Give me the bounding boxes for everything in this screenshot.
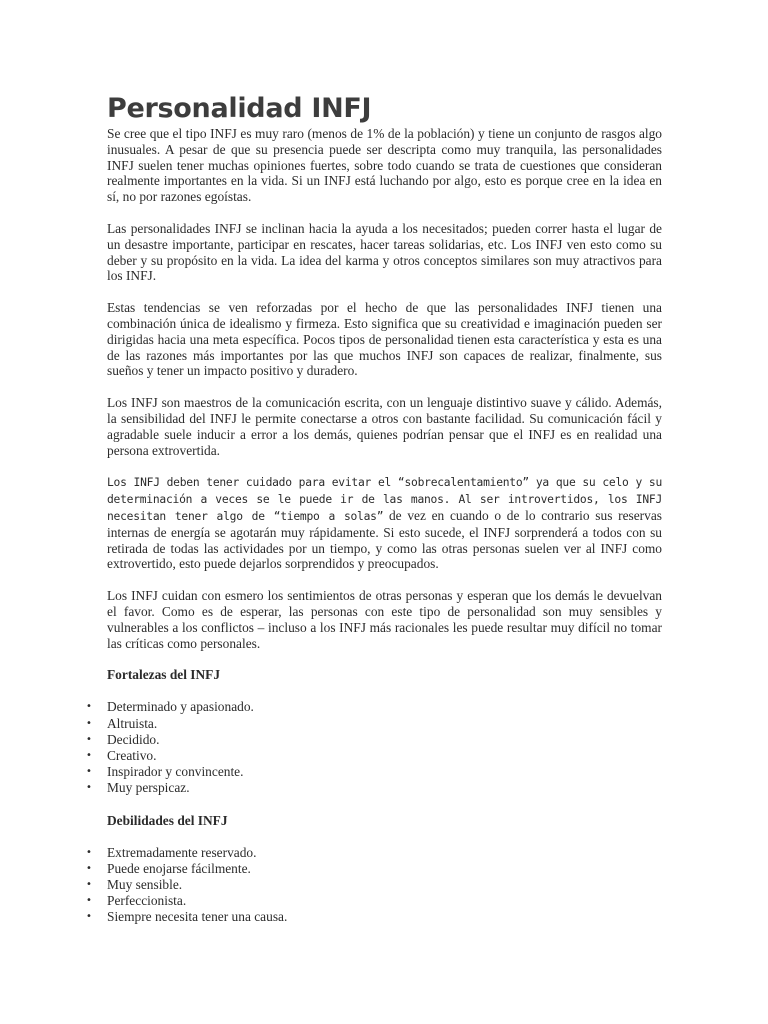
- bullet-icon: •: [86, 766, 92, 778]
- paragraph-overheating-rest: de vez en cuando o de lo contrario sus reservas internas de energía se agotarán muy rápidamente. Si esto sucede, el INFJ sorprenderá a todos con su retirada de todas las actividades por un tiempo, y como las otras personas suelen ver al INFJ como extrovertido, esto puede dejarlos sorprendidos y preocupados.: [107, 507, 662, 572]
- list-item-text: Perfeccionista.: [107, 893, 187, 909]
- bullet-icon: •: [86, 782, 92, 794]
- paragraph-overheating-lead: Los INFJ deben tener cuidado para evitar el “sobrecalentamiento” ya que su celo y su determinación a veces se le puede ir de las manos. Al ser introvertidos, los INFJ necesitan tener algo de “tiempo a solas”: [107, 476, 662, 523]
- list-item: [0, 764, 662, 780]
- page-title: Personalidad INFJ: [107, 93, 372, 124]
- bullet-icon: •: [86, 895, 92, 907]
- list-item: [0, 699, 662, 715]
- list-item-text: Muy perspicaz.: [107, 780, 190, 796]
- list-item: [0, 861, 662, 877]
- weaknesses-list: [0, 845, 662, 926]
- list-item-text: Puede enojarse fácilmente.: [107, 860, 251, 876]
- paragraph-feelings: Los INFJ cuidan con esmero los sentimientos de otras personas y esperan que los demás le devuelvan el favor. Como es de esperar, las personas con este tipo de personalidad son muy sensibles y vulnerables a los conflictos – incluso a los INFJ más racionales les puede resultar muy difícil no tomar las críticas como personales.: [107, 588, 662, 651]
- list-item: [0, 716, 662, 732]
- list-item: [0, 780, 662, 796]
- bullet-icon: •: [86, 717, 92, 729]
- paragraph-intro: Se cree que el tipo INFJ es muy raro (menos de 1% de la población) y tiene un conjunto de rasgos algo inusuales. A pesar de que su presencia puede ser descripta como muy tranquila, las personalidades INFJ suelen tener muchas opiniones fuertes, sobre todo cuando se trata de cuestiones que consideran realmente importantes en la vida. Si un INFJ está luchando por algo, esto es porque cree en la idea en sí, no por razones egoístas.: [107, 126, 662, 205]
- strengths-list: [0, 699, 662, 796]
- list-item: [0, 909, 662, 925]
- strengths-heading: Fortalezas del INFJ: [107, 667, 221, 683]
- bullet-icon: •: [86, 862, 92, 874]
- paragraph-communication: Los INFJ son maestros de la comunicación escrita, con un lenguaje distintivo suave y cálido. Además, la sensibilidad del INFJ le permite conectarse a otros con bastante facilidad. Su comunicación fácil y agradable suele inducir a error a los demás, quienes podrían pensar que el INFJ es en realidad una persona extrovertida.: [107, 395, 662, 458]
- list-item-text: Altruista.: [107, 715, 158, 731]
- list-item-text: Extremadamente reservado.: [107, 844, 257, 860]
- list-item-text: Decidido.: [107, 731, 160, 747]
- list-item-text: Inspirador y convincente.: [107, 764, 244, 780]
- bullet-icon: •: [86, 701, 92, 713]
- bullet-icon: •: [86, 749, 92, 761]
- list-item-text: Muy sensible.: [107, 876, 183, 892]
- paragraph-idealism: Estas tendencias se ven reforzadas por el hecho de que las personalidades INFJ tienen una combinación única de idealismo y firmeza. Esto significa que su creatividad e imaginación pueden ser dirigidas hacia una meta específica. Pocos tipos de personalidad tienen esta característica y esta es una de las razones más importantes por las que muchos INFJ son capaces de realizar, finalmente, sus sueños y tener un impacto positivo y duradero.: [107, 300, 662, 379]
- list-item: [0, 877, 662, 893]
- list-item: [0, 732, 662, 748]
- list-item: [0, 893, 662, 909]
- bullet-icon: •: [86, 846, 92, 858]
- list-item: [0, 748, 662, 764]
- bullet-icon: •: [86, 733, 92, 745]
- list-item: [0, 845, 662, 861]
- list-item-text: Siempre necesita tener una causa.: [107, 909, 288, 925]
- list-item-text: Determinado y apasionado.: [107, 699, 254, 715]
- weaknesses-heading: Debilidades del INFJ: [107, 812, 228, 828]
- list-item-text: Creativo.: [107, 747, 157, 763]
- paragraph-helping: Las personalidades INFJ se inclinan hacia la ayuda a los necesitados; pueden correr hasta el lugar de un desastre importante, participar en rescates, hacer tareas solidarias, etc. Los INFJ ven esto como su deber y su propósito en la vida. La idea del karma y otros conceptos similares son muy atractivos para los INFJ.: [107, 220, 662, 284]
- bullet-icon: •: [86, 911, 92, 923]
- paragraph-overheating: [107, 474, 662, 572]
- document-page: [86, 92, 662, 942]
- bullet-icon: •: [86, 878, 92, 890]
